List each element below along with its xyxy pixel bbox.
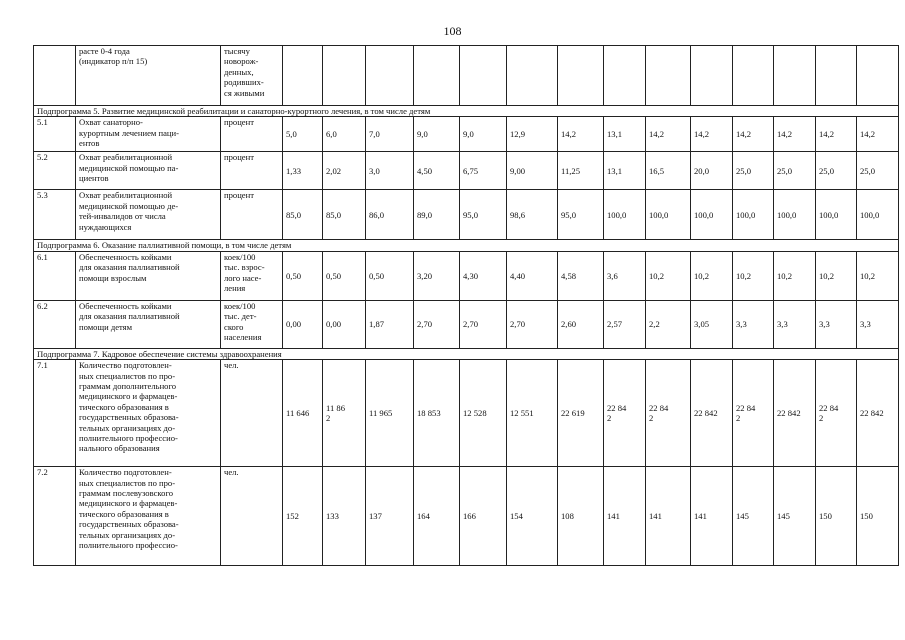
value-cell — [774, 467, 816, 566]
indicator-value: 141 — [694, 511, 707, 522]
indicator-name: Охват реабилитационной медицинской помощью де- тей-инвалидов от числа нуждающихся — [79, 190, 179, 232]
value-cell — [414, 251, 460, 300]
value-cell — [366, 46, 414, 106]
indicator-value: 10,2 — [694, 270, 710, 281]
indicator-value: 86,0 — [369, 209, 385, 220]
value-cell — [323, 251, 366, 300]
value-cell — [691, 467, 733, 566]
value-cell — [857, 117, 899, 152]
indicator-value: 4,58 — [561, 270, 577, 281]
indicator-value: 2,70 — [417, 319, 433, 330]
value-cell — [366, 360, 414, 467]
value-cell — [816, 152, 857, 190]
value-cell — [414, 360, 460, 467]
value-cell — [774, 152, 816, 190]
indicator-value: 14,2 — [736, 129, 752, 140]
indicator-number: 5.1 — [34, 117, 76, 152]
value-cell — [323, 300, 366, 348]
indicator-value: 3,20 — [417, 270, 433, 281]
indicator-number: 7.1 — [34, 360, 76, 467]
value-cell — [507, 360, 558, 467]
indicator-value: 100,0 — [736, 209, 756, 220]
value-cell — [774, 360, 816, 467]
value-cell — [733, 46, 774, 106]
indicator-value: 100,0 — [819, 209, 839, 220]
indicator-value: 6,0 — [326, 129, 337, 140]
unit-cell — [221, 190, 283, 240]
value-cell — [366, 467, 414, 566]
indicators-table — [33, 45, 899, 566]
value-cell — [733, 360, 774, 467]
value-cell — [414, 300, 460, 348]
unit-cell — [221, 117, 283, 152]
indicator-value: 2,57 — [607, 319, 623, 330]
subprogram-header-row — [34, 240, 899, 251]
indicator-value: 137 — [369, 511, 382, 522]
indicator-value: 150 — [819, 511, 832, 522]
value-cell — [507, 117, 558, 152]
indicator-value: 14,2 — [860, 129, 876, 140]
indicator-name-cell — [76, 117, 221, 152]
unit-of-measure: процент — [224, 152, 254, 163]
value-cell — [283, 117, 323, 152]
indicator-value: 22 842 — [860, 408, 884, 419]
indicator-name: Количество подготовлен- ных специалистов по про- граммам дополнительного медицинского и фармацев- тического образования в государственных образова- тельных организациях до- полнительного профессио- нального образования — [79, 360, 179, 454]
value-cell — [733, 190, 774, 240]
unit-of-measure: чел. — [224, 360, 239, 371]
value-cell — [460, 46, 507, 106]
value-cell — [816, 251, 857, 300]
indicator-number — [34, 46, 76, 106]
value-cell — [283, 360, 323, 467]
value-cell — [646, 190, 691, 240]
indicator-value: 11 86 2 — [326, 402, 346, 424]
indicator-value: 9,0 — [463, 129, 474, 140]
indicator-value: 141 — [649, 511, 662, 522]
indicator-value: 166 — [463, 511, 476, 522]
indicator-name: расте 0-4 года (индикатор п/п 15) — [79, 46, 148, 67]
indicator-name-cell — [76, 46, 221, 106]
indicator-value: 11,25 — [561, 165, 581, 176]
value-cell — [366, 251, 414, 300]
value-cell — [558, 467, 604, 566]
indicator-value: 25,0 — [777, 165, 793, 176]
value-cell — [733, 152, 774, 190]
indicator-value: 1,33 — [286, 165, 302, 176]
value-cell — [691, 46, 733, 106]
indicator-value: 154 — [510, 511, 523, 522]
indicator-number: 6.1 — [34, 251, 76, 300]
value-cell — [323, 46, 366, 106]
value-cell — [460, 467, 507, 566]
value-cell — [857, 251, 899, 300]
indicator-value: 9,00 — [510, 165, 526, 176]
indicator-value: 12,9 — [510, 129, 526, 140]
indicator-value: 145 — [777, 511, 790, 522]
value-cell — [604, 360, 646, 467]
indicator-value: 14,2 — [649, 129, 665, 140]
value-cell — [691, 152, 733, 190]
value-cell — [323, 117, 366, 152]
value-cell — [604, 300, 646, 348]
value-cell — [323, 467, 366, 566]
indicator-value: 100,0 — [649, 209, 669, 220]
indicator-value: 95,0 — [463, 209, 479, 220]
value-cell — [857, 46, 899, 106]
indicator-value: 108 — [561, 511, 574, 522]
indicator-value: 11 965 — [369, 408, 393, 419]
value-cell — [283, 251, 323, 300]
value-cell — [816, 300, 857, 348]
indicator-value: 22 84 2 — [736, 402, 756, 424]
value-cell — [857, 360, 899, 467]
value-cell — [857, 300, 899, 348]
value-cell — [366, 300, 414, 348]
table-row — [34, 360, 899, 467]
indicator-value: 13,1 — [607, 165, 623, 176]
indicator-name-cell — [76, 190, 221, 240]
indicator-value: 10,2 — [649, 270, 665, 281]
indicator-value: 3,3 — [860, 319, 871, 330]
indicator-value: 85,0 — [326, 209, 342, 220]
unit-cell — [221, 300, 283, 348]
indicator-name-cell — [76, 300, 221, 348]
value-cell — [460, 152, 507, 190]
page-number: 108 — [443, 24, 462, 38]
value-cell — [816, 46, 857, 106]
value-cell — [604, 152, 646, 190]
value-cell — [816, 360, 857, 467]
table-body — [34, 46, 899, 566]
value-cell — [691, 117, 733, 152]
value-cell — [857, 190, 899, 240]
indicator-value: 25,0 — [860, 165, 876, 176]
subprogram-header-row — [34, 348, 899, 359]
indicator-name: Охват реабилитационной медицинской помощью па- циентов — [79, 152, 179, 184]
indicator-value: 18 853 — [417, 408, 441, 419]
indicator-value: 6,75 — [463, 165, 479, 176]
unit-cell — [221, 152, 283, 190]
value-cell — [460, 360, 507, 467]
table-row — [34, 190, 899, 240]
value-cell — [558, 190, 604, 240]
value-cell — [460, 117, 507, 152]
value-cell — [774, 190, 816, 240]
indicator-value: 16,5 — [649, 165, 665, 176]
value-cell — [646, 251, 691, 300]
indicator-value: 85,0 — [286, 209, 302, 220]
value-cell — [507, 152, 558, 190]
indicator-value: 141 — [607, 511, 620, 522]
unit-cell — [221, 467, 283, 566]
indicator-value: 164 — [417, 511, 430, 522]
value-cell — [646, 467, 691, 566]
value-cell — [366, 152, 414, 190]
value-cell — [283, 190, 323, 240]
indicator-value: 14,2 — [819, 129, 835, 140]
indicator-value: 98,6 — [510, 209, 526, 220]
value-cell — [646, 46, 691, 106]
indicator-value: 3,3 — [736, 319, 747, 330]
value-cell — [507, 251, 558, 300]
value-cell — [558, 46, 604, 106]
value-cell — [816, 467, 857, 566]
indicator-value: 1,87 — [369, 319, 385, 330]
indicator-value: 22 842 — [777, 408, 801, 419]
indicator-value: 152 — [286, 511, 299, 522]
indicator-value: 3,3 — [819, 319, 830, 330]
value-cell — [558, 117, 604, 152]
indicator-value: 25,0 — [819, 165, 835, 176]
unit-of-measure: коек/100 тыс. взрос- лого насе- ления — [224, 251, 265, 294]
subprogram-title: Подпрограмма 7. Кадровое обеспечение системы здравоохранения — [34, 348, 899, 359]
value-cell — [507, 190, 558, 240]
indicator-name-cell — [76, 152, 221, 190]
value-cell — [604, 467, 646, 566]
indicator-value: 100,0 — [777, 209, 797, 220]
indicator-value: 10,2 — [777, 270, 793, 281]
indicator-name-cell — [76, 467, 221, 566]
indicator-value: 22 84 2 — [819, 402, 839, 424]
value-cell — [857, 152, 899, 190]
indicator-value: 2,02 — [326, 165, 342, 176]
value-cell — [816, 117, 857, 152]
indicator-value: 5,0 — [286, 129, 297, 140]
table-row — [34, 300, 899, 348]
value-cell — [604, 46, 646, 106]
indicator-name: Обеспеченность койками для оказания паллиативной помощи детям — [79, 300, 180, 332]
indicator-value: 22 619 — [561, 408, 585, 419]
indicator-name: Обеспеченность койками для оказания паллиативной помощи взрослым — [79, 251, 180, 283]
value-cell — [414, 467, 460, 566]
value-cell — [604, 117, 646, 152]
unit-of-measure: коек/100 тыс. дет- ского населения — [224, 300, 262, 343]
indicator-value: 14,2 — [561, 129, 577, 140]
value-cell — [323, 190, 366, 240]
value-cell — [323, 360, 366, 467]
indicator-value: 0,50 — [326, 270, 342, 281]
indicator-value: 12 528 — [463, 408, 487, 419]
indicator-value: 2,60 — [561, 319, 577, 330]
indicator-value: 10,2 — [819, 270, 835, 281]
value-cell — [283, 152, 323, 190]
value-cell — [774, 300, 816, 348]
value-cell — [733, 300, 774, 348]
value-cell — [691, 360, 733, 467]
indicator-name: Охват санаторно- курортным лечением паци- ентов — [79, 117, 179, 149]
value-cell — [460, 190, 507, 240]
subprogram-header-row — [34, 106, 899, 117]
value-cell — [774, 117, 816, 152]
indicator-value: 4,50 — [417, 165, 433, 176]
indicator-number: 5.3 — [34, 190, 76, 240]
value-cell — [646, 300, 691, 348]
value-cell — [507, 300, 558, 348]
indicator-value: 7,0 — [369, 129, 380, 140]
indicator-value: 10,2 — [736, 270, 752, 281]
indicator-value: 2,2 — [649, 319, 660, 330]
unit-of-measure: тысячу новорож- денных, родивших- ся живыми — [224, 46, 265, 98]
indicator-value: 11 646 — [286, 408, 310, 419]
subprogram-title: Подпрограмма 5. Развитие медицинской реабилитации и санаторно-курортного лечения, в том числе детям — [34, 106, 899, 117]
value-cell — [733, 467, 774, 566]
indicator-value: 0,00 — [286, 319, 302, 330]
indicator-name: Количество подготовлен- ных специалистов по про- граммам послевузовского медицинского и фармацев- тического образования в государственных образова- тельных организациях до- полнительного профессио- — [79, 467, 179, 551]
value-cell — [857, 467, 899, 566]
indicator-value: 0,50 — [286, 270, 302, 281]
indicator-value: 22 84 2 — [649, 402, 669, 424]
table-row — [34, 152, 899, 190]
indicator-value: 22 842 — [694, 408, 718, 419]
value-cell — [604, 190, 646, 240]
indicator-value: 150 — [860, 511, 873, 522]
indicator-value: 20,0 — [694, 165, 710, 176]
indicator-value: 25,0 — [736, 165, 752, 176]
indicator-value: 89,0 — [417, 209, 433, 220]
subprogram-title: Подпрограмма 6. Оказание паллиативной помощи, в том числе детям — [34, 240, 899, 251]
unit-cell — [221, 360, 283, 467]
indicator-value: 10,2 — [860, 270, 876, 281]
unit-of-measure: чел. — [224, 467, 239, 478]
value-cell — [414, 190, 460, 240]
indicator-value: 100,0 — [860, 209, 880, 220]
indicator-value: 2,70 — [463, 319, 479, 330]
value-cell — [323, 152, 366, 190]
unit-cell — [221, 251, 283, 300]
table-row — [34, 46, 899, 106]
value-cell — [283, 300, 323, 348]
value-cell — [366, 117, 414, 152]
indicator-value: 0,00 — [326, 319, 342, 330]
indicator-number: 5.2 — [34, 152, 76, 190]
value-cell — [691, 190, 733, 240]
indicator-value: 133 — [326, 511, 339, 522]
indicator-value: 0,50 — [369, 270, 385, 281]
unit-of-measure: процент — [224, 190, 254, 201]
value-cell — [558, 152, 604, 190]
indicator-value: 14,2 — [694, 129, 710, 140]
value-cell — [604, 251, 646, 300]
indicator-value: 95,0 — [561, 209, 577, 220]
indicator-name-cell — [76, 360, 221, 467]
indicator-value: 100,0 — [694, 209, 714, 220]
indicator-value: 4,30 — [463, 270, 479, 281]
indicator-value: 3,0 — [369, 165, 380, 176]
indicator-value: 22 84 2 — [607, 402, 627, 424]
indicator-value: 145 — [736, 511, 749, 522]
indicator-value: 3,6 — [607, 270, 618, 281]
indicator-value: 12 551 — [510, 408, 534, 419]
indicator-value: 14,2 — [777, 129, 793, 140]
value-cell — [774, 46, 816, 106]
unit-cell — [221, 46, 283, 106]
value-cell — [691, 251, 733, 300]
value-cell — [558, 251, 604, 300]
indicator-value: 4,40 — [510, 270, 526, 281]
table-row — [34, 251, 899, 300]
value-cell — [283, 46, 323, 106]
indicator-value: 100,0 — [607, 209, 627, 220]
value-cell — [691, 300, 733, 348]
indicator-number: 6.2 — [34, 300, 76, 348]
unit-of-measure: процент — [224, 117, 254, 128]
value-cell — [558, 360, 604, 467]
value-cell — [733, 251, 774, 300]
value-cell — [414, 46, 460, 106]
value-cell — [774, 251, 816, 300]
indicator-number: 7.2 — [34, 467, 76, 566]
value-cell — [507, 46, 558, 106]
value-cell — [460, 300, 507, 348]
table-row — [34, 467, 899, 566]
value-cell — [646, 360, 691, 467]
value-cell — [283, 467, 323, 566]
indicator-value: 13,1 — [607, 129, 623, 140]
value-cell — [646, 117, 691, 152]
table-row — [34, 117, 899, 152]
value-cell — [414, 152, 460, 190]
value-cell — [460, 251, 507, 300]
value-cell — [414, 117, 460, 152]
value-cell — [507, 467, 558, 566]
value-cell — [646, 152, 691, 190]
indicator-name-cell — [76, 251, 221, 300]
indicator-value: 9,0 — [417, 129, 428, 140]
indicator-value: 3,05 — [694, 319, 710, 330]
value-cell — [733, 117, 774, 152]
value-cell — [366, 190, 414, 240]
value-cell — [558, 300, 604, 348]
indicator-value: 3,3 — [777, 319, 788, 330]
value-cell — [816, 190, 857, 240]
indicator-value: 2,70 — [510, 319, 526, 330]
